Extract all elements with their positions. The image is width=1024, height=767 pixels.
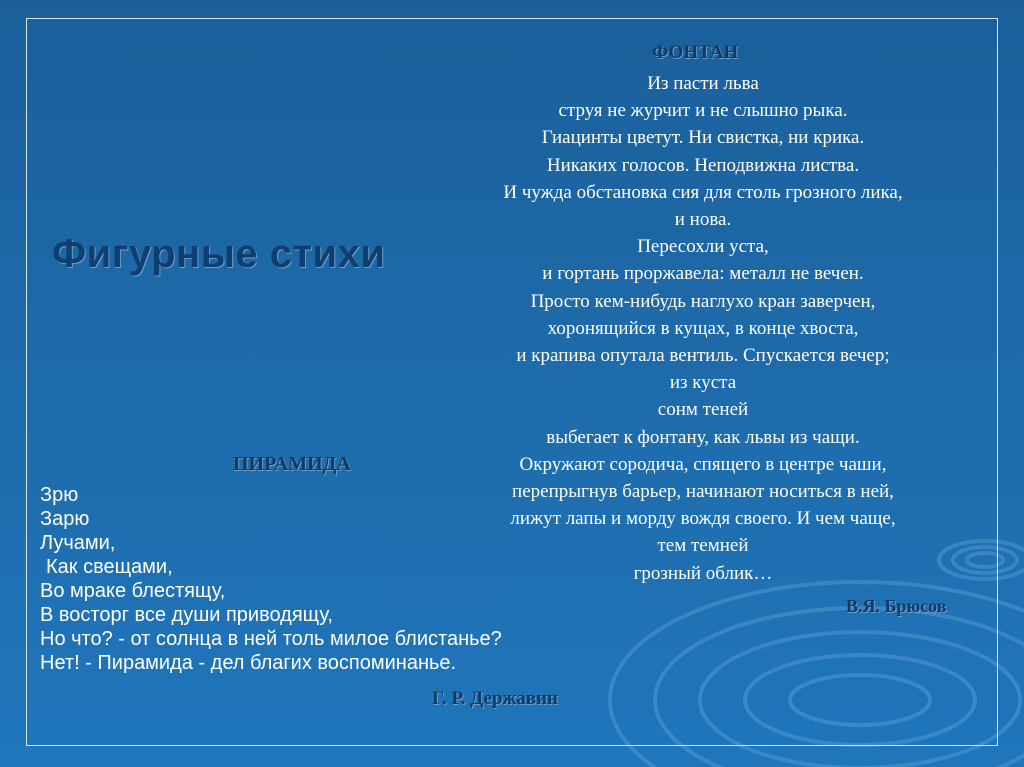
pyramid-poem	[40, 483, 580, 675]
fountain-line: Пересохли уста,	[637, 236, 769, 258]
fountain-line: и крапива опутала вентиль. Спускается вечер;	[516, 345, 890, 367]
fountain-line: лижут лапы и морду вождя своего. И чем чаще,	[510, 508, 896, 530]
pyramid-line: Но что? - от солнца в ней толь милое блистанье?	[40, 628, 502, 650]
fountain-author: В.Я. Брюсов	[846, 596, 947, 616]
pyramid-line: Лучами,	[40, 532, 116, 554]
pyramid-line: В восторг все души приводящу,	[40, 604, 333, 626]
fountain-line: и гортань проржавела: металл не вечен.	[542, 263, 864, 285]
fountain-line: перепрыгнув барьер, начинают носиться в ней,	[512, 481, 894, 503]
pyramid-line: Нет! - Пирамида - дел благих воспоминанье.	[40, 652, 457, 674]
fountain-line: Просто кем-нибудь наглухо кран заверчен,	[530, 290, 876, 312]
pyramid-line: Зарю	[40, 508, 90, 530]
pyramid-author: Г. Р. Державин	[432, 688, 558, 709]
fountain-line: сонм теней	[657, 399, 749, 421]
fountain-line: Гиацинты цветут. Ни свистка, ни крика.	[541, 127, 865, 149]
pyramid-heading: ПИРАМИДА	[233, 453, 351, 475]
fountain-line: И чужда обстановка сия для столь грозного лика,	[503, 181, 903, 203]
fountain-line: выбегает к фонтану, как львы из чащи.	[546, 426, 860, 448]
fountain-heading: ФОНТАН	[652, 42, 739, 63]
fountain-line: Никаких голосов. Неподвижна листва.	[546, 154, 860, 176]
fountain-line: и нова.	[674, 209, 732, 231]
fountain-line: из куста	[669, 372, 737, 394]
fountain-line: струя не журчит и не слышно рыка.	[558, 100, 848, 122]
pyramid-line: Во мраке блестящу,	[40, 580, 226, 602]
pyramid-line: Зрю	[40, 484, 79, 506]
fountain-line: тем темней	[657, 535, 749, 557]
slide-title: Фигурные стихи	[52, 232, 386, 276]
fountain-line: грозный облик…	[633, 562, 773, 584]
fountain-line: хоронящийся в кущах, в конце хвоста,	[547, 317, 859, 339]
fountain-line: Из пасти льва	[647, 73, 759, 94]
fountain-line: Окружают сородича, спящего в центре чаши,	[519, 453, 887, 475]
pyramid-line: Как свещами,	[46, 556, 173, 578]
